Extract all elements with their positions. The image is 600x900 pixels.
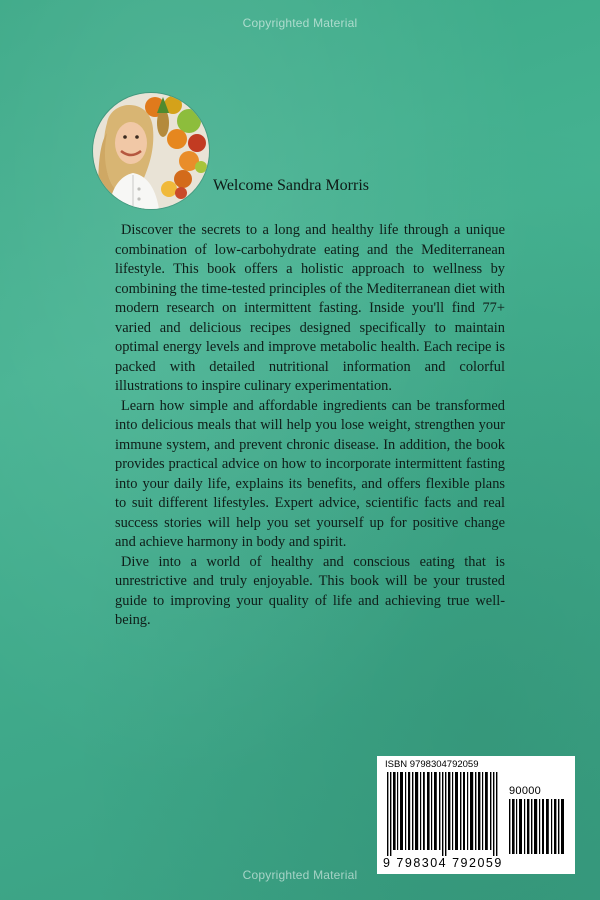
barcode-bars — [387, 772, 501, 856]
watermark-bottom: Copyrighted Material — [242, 868, 358, 882]
barcode-digits: 9 798304 792059 — [383, 856, 503, 870]
description-paragraph-2: Learn how simple and affordable ingredients can be transformed into delicious meals that will help you lose weight, strengthen your immune system, and prevent chronic disease. In addition, the book provides practical advice on how to incorporate intermittent fasting into your daily life, explains its benefits, and offers flexible plans to suit different lifestyles. Expert advice, scientific facts and real success stories will help you set yourself up for positive change and achieve harmony in body and spirit. — [115, 397, 505, 550]
isbn-label: ISBN 9798304792059 — [385, 759, 479, 770]
author-block — [93, 93, 413, 213]
description-paragraph-3: Dive into a world of healthy and conscious eating that is unrestrictive and truly enjoyable. This book will be your trusted guide to improving your quality of life and achieving true well-being. — [115, 553, 505, 628]
isbn-barcode — [377, 756, 575, 874]
author-welcome: Welcome Sandra Morris — [213, 177, 369, 194]
book-description — [115, 221, 505, 631]
watermark-top: Copyrighted Material — [242, 16, 358, 30]
author-avatar — [93, 93, 209, 209]
price-code: 90000 — [509, 785, 542, 797]
description-paragraph-1: Discover the secrets to a long and healthy life through a unique combination of low-carbohydrate eating and the Mediterranean lifestyle. This book offers a holistic approach to wellness by combining the time-tested principles of the Mediterranean diet with modern research on intermittent fasting. Inside you'll find 77+ varied and delicious recipes designed specifically to maintain optimal energy levels and improve metabolic health. Each recipe is packed with detailed nutritional information and colorful illustrations to inspire culinary experimentation. — [115, 222, 505, 394]
addon-bars — [509, 799, 567, 854]
